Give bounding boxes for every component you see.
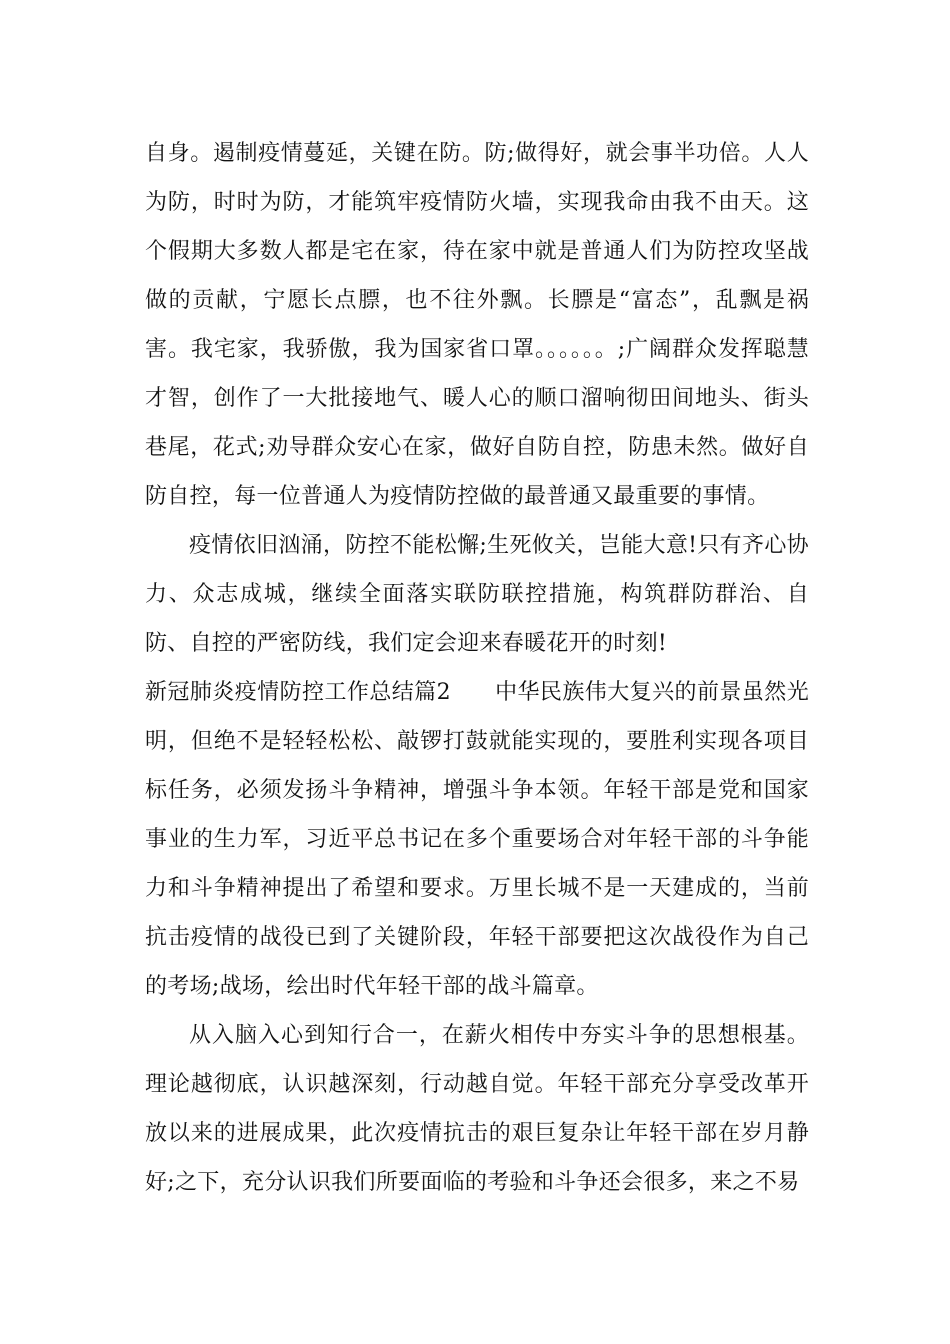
paragraph-2: 疫情依旧汹涌，防控不能松懈;生死攸关，岂能大意!只有齐心协力、众志成城，继续全面落实联防联控措施，构筑群防群治、自防、自控的严密防线，我们定会迎来春暖花开的时刻!: [145, 533, 809, 656]
document-body: [145, 129, 809, 1207]
section-heading: 新冠肺炎疫情防控工作总结篇2: [145, 680, 451, 705]
paragraph-1: 自身。遏制疫情蔓延，关键在防。防;做得好，就会事半功倍。人人为防，时时为防，才能筑牢疫情防火墙，实现我命由我不由天。这个假期大多数人都是宅在家，待在家中就是普通人们为防控攻坚战做的贡献，宁愿长点膘，也不往外飘。长膘是“富态”，乱飘是祸害。我宅家，我骄傲，我为国家省口罩。。。。。。;广阔群众发挥聪慧才智，创作了一大批接地气、暖人心的顺口溜响彻田间地头、街头巷尾，花式;劝导群众安心在家，做好自防自控，防患未然。做好自防自控，每一位普通人为疫情防控做的最普通又最重要的事情。: [145, 141, 809, 509]
paragraph-3-text: 中华民族伟大复兴的前景虽然光明，但绝不是轻轻松松、敲锣打鼓就能实现的，要胜利实现各项目标任务，必须发扬斗争精神，增强斗争本领。年轻干部是党和国家事业的生力军，习近平总书记在多个重要场合对年轻干部的斗争能力和斗争精神提出了希望和要求。万里长城不是一天建成的，当前抗击疫情的战役已到了关键阶段，年轻干部要把这次战役作为自己的考场;战场，绘出时代年轻干部的战斗篇章。: [145, 680, 810, 999]
paragraph-3: [145, 668, 809, 1011]
paragraph-4: 从入脑入心到知行合一，在薪火相传中夯实斗争的思想根基。理论越彻底，认识越深刻，行动越自觉。年轻干部充分享受改革开放以来的进展成果，此次疫情抗击的艰巨复杂让年轻干部在岁月静好;之下，充分认识我们所要面临的考验和斗争还会很多，来之不易: [145, 1023, 809, 1195]
